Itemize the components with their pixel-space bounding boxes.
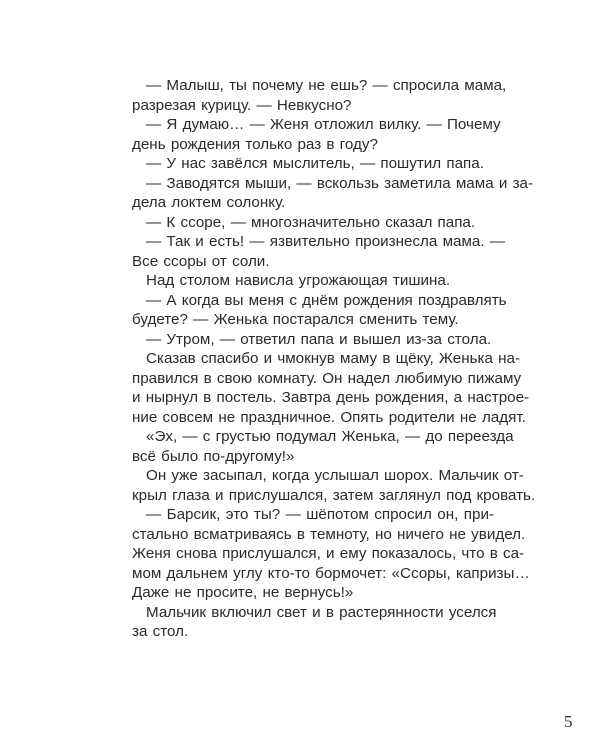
paragraph bbox=[118, 271, 494, 291]
text-line: стально всматриваясь в темноту, но ничего не увидел. bbox=[132, 525, 526, 543]
text-line: — А когда вы меня с днём рождения поздравлять bbox=[146, 291, 507, 309]
story-text bbox=[118, 76, 536, 642]
text-line: день рождения только раз в году? bbox=[132, 135, 378, 153]
paragraph bbox=[118, 213, 494, 233]
text-line: — Малыш, ты почему не ешь? — спросила мама, bbox=[146, 77, 507, 94]
paragraph bbox=[118, 291, 507, 330]
text-line: за стол. bbox=[132, 623, 189, 640]
text-line: — Заводятся мыши, — вскользь заметила мама и за- bbox=[146, 174, 534, 192]
text-line: — Барсик, это ты? — шёпотом спросил он, при- bbox=[146, 506, 494, 523]
text-line: разрезая курицу. — Невкусно? bbox=[132, 96, 352, 114]
paragraph bbox=[118, 76, 507, 115]
text-line: — Так и есть! — язвительно произнесла мама. — bbox=[146, 233, 505, 250]
text-line: ние совсем не праздничное. Опять родители не ладят. bbox=[132, 408, 526, 426]
page-number: 5 bbox=[564, 712, 573, 731]
paragraph bbox=[118, 115, 501, 154]
text-line: Он уже засыпал, когда услышал шорох. Мальчик от- bbox=[146, 467, 524, 484]
paragraph bbox=[118, 330, 494, 350]
text-line: правился в свою комнату. Он надел любимую пижаму bbox=[132, 369, 522, 387]
text-line: Даже не просите, не вернусь!» bbox=[132, 584, 354, 601]
text-line: Женя снова прислушался, и ему показалось, что в са- bbox=[132, 545, 525, 562]
text-line: Сказав спасибо и чмокнув маму в щёку, Женька на- bbox=[146, 350, 521, 367]
paragraph bbox=[118, 427, 514, 466]
text-line: всё было по-другому!» bbox=[132, 447, 295, 465]
text-line: Мальчик включил свет и в растерянности уселся bbox=[146, 603, 497, 621]
text-line: Все ссоры от соли. bbox=[132, 252, 270, 270]
text-line: дела локтем солонку. bbox=[132, 194, 286, 211]
text-line: крыл глаза и прислушался, затем заглянул под кровать. bbox=[132, 486, 536, 504]
text-line: будете? — Женька постарался сменить тему. bbox=[132, 311, 459, 328]
text-line: «Эх, — с грустью подумал Женька, — до переезда bbox=[146, 428, 514, 445]
text-line: мом дальнем углу кто-то бормочет: «Ссоры, капризы… bbox=[132, 564, 530, 582]
text-line: и нырнул в постель. Завтра день рождения, а настрое- bbox=[132, 389, 530, 406]
text-line: — Я думаю… — Женя отложил вилку. — Почему bbox=[146, 116, 501, 133]
paragraph bbox=[118, 349, 530, 427]
text-line: — К ссоре, — многозначительно сказал папа. bbox=[146, 213, 476, 231]
text-line: Над столом нависла угрожающая тишина. bbox=[146, 272, 451, 289]
paragraph bbox=[118, 174, 534, 213]
paragraph bbox=[118, 154, 494, 174]
paragraph bbox=[118, 232, 505, 271]
paragraph bbox=[118, 505, 530, 603]
text-line: — У нас завёлся мыслитель, — пошутил папа. bbox=[146, 155, 484, 172]
paragraph bbox=[118, 603, 497, 642]
text-line: — Утром, — ответил папа и вышел из-за стола. bbox=[146, 330, 492, 348]
paragraph bbox=[118, 466, 536, 505]
